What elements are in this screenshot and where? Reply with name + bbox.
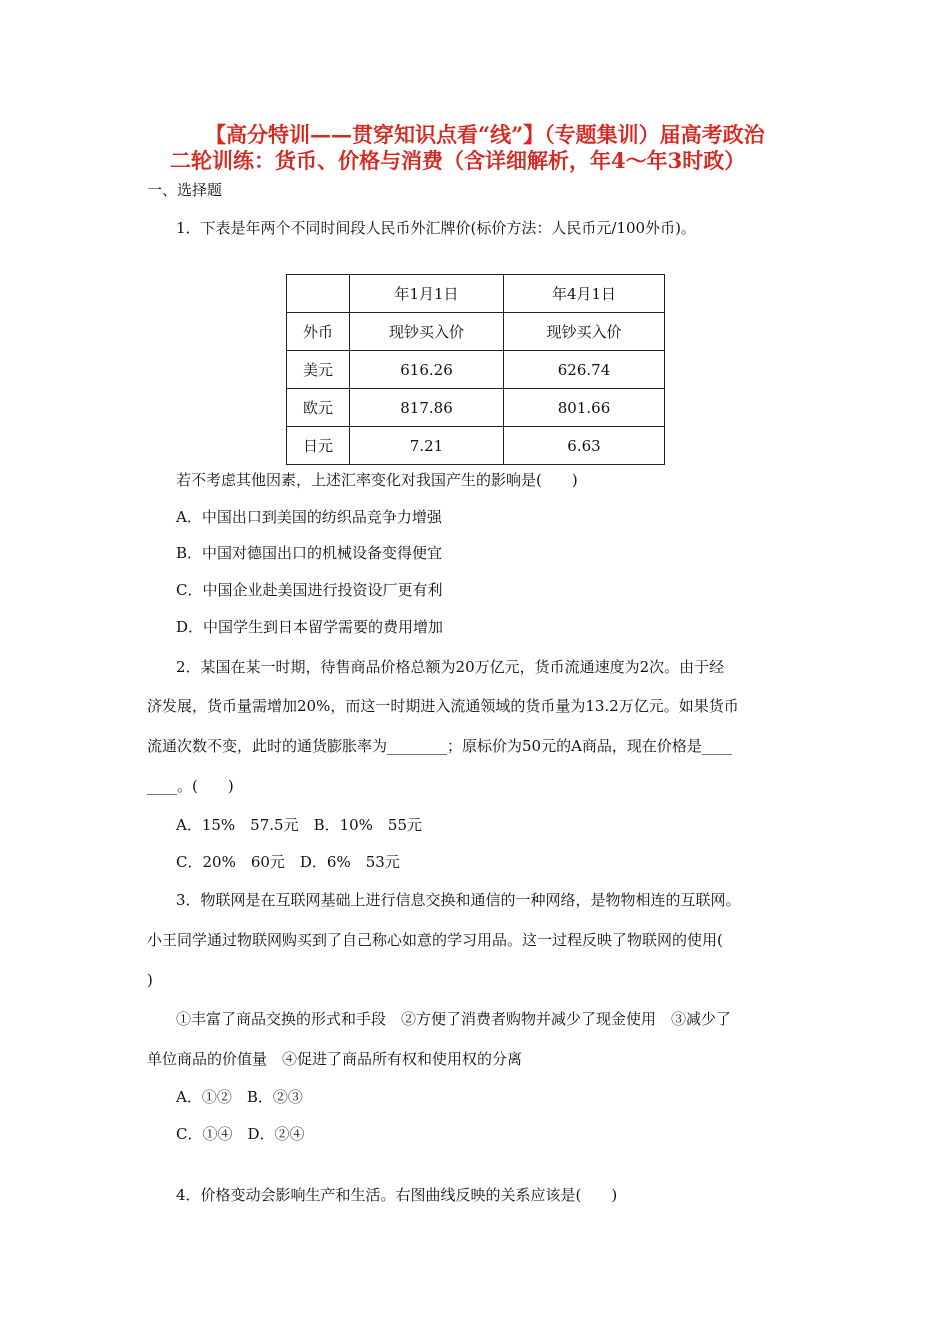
- q3-option-cd: C．①④ D．②④: [176, 1125, 305, 1143]
- q1-option-c: C．中国企业赴美国进行投资设厂更有利: [176, 581, 443, 599]
- table-row: [287, 389, 665, 427]
- table-header-row: [287, 275, 665, 313]
- table-cell: 日元: [287, 427, 350, 465]
- document-title-line2: 二轮训练：货币、价格与消费（含详细解析，年4～年3时政）: [170, 148, 746, 173]
- table-row: [287, 427, 665, 465]
- q3-item-line: ①丰富了商品交换的形式和手段 ②方便了消费者购物并减少了现金使用 ③减少了: [176, 1010, 732, 1028]
- q4-stem: 4．价格变动会影响生产和生活。右图曲线反映的关系应该是( ): [176, 1186, 618, 1204]
- q1-option-a: A．中国出口到美国的纺织品竞争力增强: [176, 508, 442, 526]
- q2-line: 流通次数不变，此时的通货膨胀率为________；原标价为50元的A商品，现在价格是____: [147, 737, 732, 755]
- table-cell: 现钞买入价: [504, 313, 665, 351]
- table-cell: 现钞买入价: [350, 313, 504, 351]
- exchange-rate-table: [286, 274, 665, 465]
- q1-question: 若不考虑其他因素，上述汇率变化对我国产生的影响是( ): [176, 471, 578, 489]
- q1-stem: 1．下表是年两个不同时间段人民币外汇牌价(标价方法：人民币元/100外币)。: [176, 219, 696, 237]
- table-row: [287, 313, 665, 351]
- table-cell: 6.63: [504, 427, 665, 465]
- table-cell: 817.86: [350, 389, 504, 427]
- q3-line: 3．物联网是在互联网基础上进行信息交换和通信的一种网络，是物物相连的互联网。: [176, 891, 741, 909]
- q3-option-ab: A．①② B．②③: [176, 1088, 303, 1106]
- q2-option-ab: A．15% 57.5元 B．10% 55元: [176, 816, 423, 834]
- q2-line: ____。( ): [147, 777, 234, 795]
- table-cell: 年1月1日: [350, 275, 504, 313]
- table-cell: 616.26: [350, 351, 504, 389]
- section-heading: 一、选择题: [147, 181, 223, 199]
- table-cell: 年4月1日: [504, 275, 665, 313]
- table-row: [287, 351, 665, 389]
- q3-line: ): [147, 971, 153, 989]
- table-cell: 美元: [287, 351, 350, 389]
- document-title-line1: 【高分特训——贯穿知识点看“线”】（专题集训）届高考政治: [205, 122, 765, 147]
- q2-line: 2．某国在某一时期，待售商品价格总额为20万亿元，货币流通速度为2次。由于经: [176, 658, 725, 676]
- q1-option-d: D．中国学生到日本留学需要的费用增加: [176, 618, 444, 636]
- q3-item-line: 单位商品的价值量 ④促进了商品所有权和使用权的分离: [147, 1050, 523, 1068]
- q2-line: 济发展，货币量需增加20%，而这一时期进入流通领域的货币量为13.2万亿元。如果货币: [147, 697, 739, 715]
- q1-option-b: B．中国对德国出口的机械设备变得便宜: [176, 544, 443, 562]
- table-cell: 7.21: [350, 427, 504, 465]
- table-cell: 欧元: [287, 389, 350, 427]
- table-cell: [287, 275, 350, 313]
- q2-option-cd: C．20% 60元 D．6% 53元: [176, 853, 400, 871]
- q3-line: 小王同学通过物联网购买到了自己称心如意的学习用品。这一过程反映了物联网的使用(: [147, 931, 723, 949]
- table-cell: 801.66: [504, 389, 665, 427]
- table-cell: 626.74: [504, 351, 665, 389]
- table-cell: 外币: [287, 313, 350, 351]
